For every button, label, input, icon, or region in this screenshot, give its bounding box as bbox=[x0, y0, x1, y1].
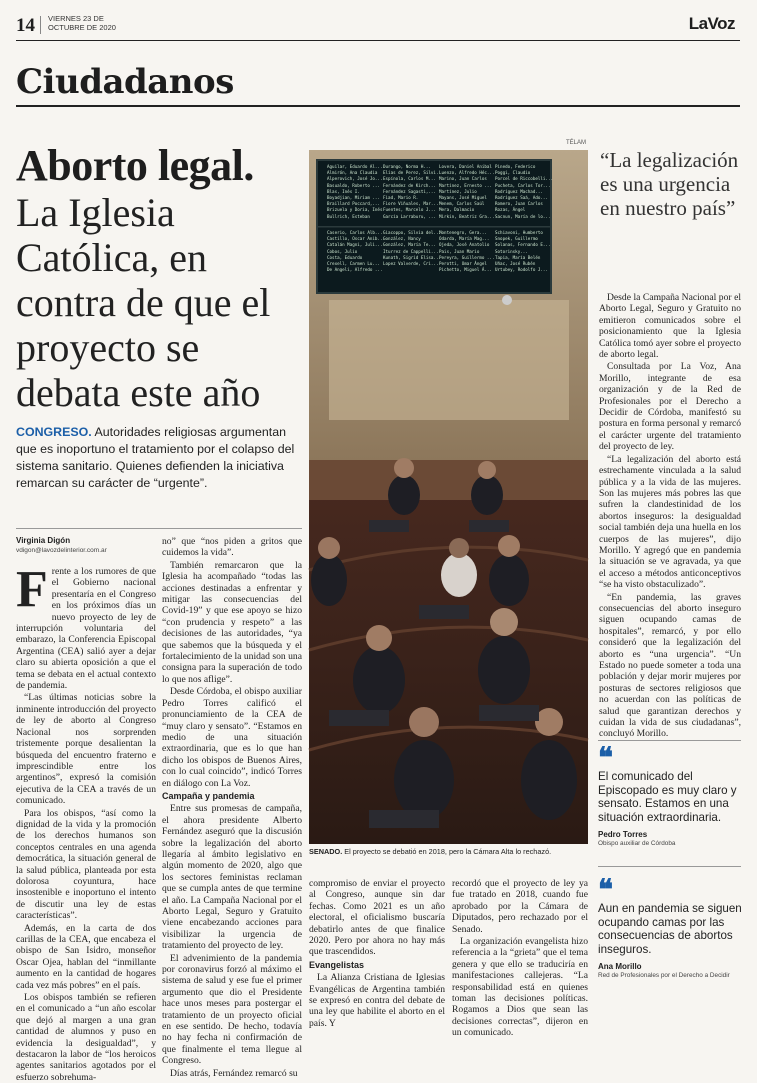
vote-board-name: Lovera, Daniel Anibal bbox=[439, 164, 492, 169]
pullquote-torres bbox=[598, 741, 743, 847]
newspaper-logo[interactable]: LaVoz bbox=[688, 14, 735, 33]
pullquote-author: Pedro Torres bbox=[598, 830, 648, 839]
body-paragraph: El advenimiento de la pandemia por coronavirus forzó al máximo el sistema de salud y ese fue el primer argumento que dio el Presidente hace unos meses para postergar el tratamiento de un proyecto oficial en ese sentido. De hecho, todavía no hay fecha ni confirmación de que finalmente el tema llegue al Congreso. bbox=[162, 952, 302, 1067]
header-rule bbox=[16, 40, 740, 41]
body-paragraph: Para los obispos, “así como la dignidad de la vida y la promoción de los derechos humanos son conceptos centrales en una agenda democrática, la situación general de la salud pública, planteada por esta dolorosa coyuntura, hace insostenible e inoportuno el intento de discutir una ley de estas características”. bbox=[16, 807, 156, 922]
vote-board-name: Sotorinsky... bbox=[495, 248, 528, 254]
issue-month-year: OCTUBRE DE 2020 bbox=[48, 23, 116, 32]
vote-board-row bbox=[327, 214, 551, 220]
vote-board-name: García Larraburu, ... bbox=[383, 213, 436, 219]
body-paragraph: “Las últimas noticias sobre la inminente introducción del proyecto de ley de aborto al Congreso Nacional nos sorprenden tristemente porque desalientan la búsqueda del encuentro fraterno e imprescindible entre los argentinos”, expresó la comisión ejecutiva de la CEA a través de un comunicado. bbox=[16, 692, 156, 807]
issue-day: VIERNES 23 DE bbox=[48, 14, 104, 23]
vote-board-name: Schiavoni, Humberto bbox=[495, 230, 543, 235]
vote-board-name: Elías de Perez, Silvi... bbox=[383, 170, 444, 176]
vote-board-name: Boyadjian, Miriam ... bbox=[327, 195, 380, 201]
vote-board-bottom bbox=[327, 230, 551, 286]
vote-board-name: Caserio, Carlos Alb... bbox=[327, 230, 383, 235]
article-column-4 bbox=[452, 878, 588, 1039]
vote-board-name: De Angeli, Alfredo ... bbox=[327, 267, 383, 273]
quote-mark-icon: ❝ bbox=[598, 741, 614, 774]
vote-board-name: Mera, Dalmacio bbox=[439, 207, 475, 213]
pullquote-morillo bbox=[598, 873, 743, 979]
pullquote-author: Ana Morillo bbox=[598, 962, 642, 971]
vote-board-name: Almirón, Ana Claudia bbox=[327, 170, 378, 176]
caption-text: El proyecto se debatió en 2018, pero la Cámara Alta lo rechazó. bbox=[344, 847, 552, 856]
article-column-right bbox=[599, 292, 741, 740]
body-paragraph: compromiso de enviar el proyecto al Congreso, aunque sin dar fechas. Como 2021 es un año electoral, el oficialismo buscaría debatirlo antes de que finalice 2020. Pero por ahora no hay más que trascendidos. bbox=[309, 878, 445, 958]
vote-board-name: González, María Te... bbox=[383, 242, 436, 248]
article-column-2 bbox=[162, 536, 302, 1079]
vote-board-name: Kunath, Sigrid Elisa... bbox=[383, 254, 441, 260]
body-paragraph: Los obispos también se refieren en el comunicado a “un año escolar que dejó al margen a una gran cantidad de alumnos y puso en evidencia la desigualdad”, y destacaron la labor de “los heroicos agentes sanitarios agotados por el esfuerzo sobrehuma- bbox=[16, 992, 156, 1083]
vote-board-name: Martínez, Julio bbox=[439, 188, 477, 194]
vote-board-name: Porcel de Riccobelli... bbox=[495, 176, 553, 182]
section-rule bbox=[16, 105, 740, 107]
vote-board-name: Perotti, Omar Ángel bbox=[439, 261, 487, 267]
vote-board-name: Costa, Eduardo bbox=[327, 254, 363, 260]
vote-board-name: Menem, Carlos Saúl bbox=[439, 201, 485, 207]
author-name: Virginia Digón bbox=[16, 536, 71, 545]
body-paragraph: no” que “nos piden a gritos que cuidemos la vida”. bbox=[162, 536, 302, 559]
vote-board-name: Montenegro, Gera... bbox=[439, 230, 487, 235]
vote-board-name: Romero, Juan Carlos bbox=[495, 201, 543, 207]
vote-board-name: Rodríguez Saá, Ado... bbox=[495, 195, 548, 201]
byline-rule bbox=[16, 528, 302, 529]
vote-board-name: Fiore Viñuales, Mar... bbox=[383, 201, 439, 207]
lead-kicker: CONGRESO. bbox=[16, 425, 92, 439]
vote-board-name: Crexell, Carmen Lu... bbox=[327, 261, 380, 267]
vote-board-name: Espínola, Carlos M... bbox=[383, 176, 436, 182]
vote-board-name: González, Nancy bbox=[383, 236, 421, 242]
vote-board-name: Fernández Sagasti,... bbox=[383, 188, 436, 194]
vote-board-name: Aguilar, Eduardo Al... bbox=[327, 164, 383, 169]
caption-label: SENADO. bbox=[309, 847, 343, 856]
subhead-evangelistas: Evangelistas bbox=[309, 959, 365, 970]
vote-board-row bbox=[327, 267, 551, 273]
vote-board-name: Urtubey, Rodolfo J... bbox=[495, 267, 548, 273]
vote-board-name: Sacnun, María de lo... bbox=[495, 213, 551, 219]
vote-board-name: Snopek, Guillermo bbox=[495, 236, 538, 242]
body-paragraph: También remarcaron que la Iglesia ha acompañado “todas las acciones destinadas a enfrentar y mitigar las consecuencias del Covid-19” y que ese apoyo se hizo “con prudencia y respeto” a las decisiones de las autoridades, “ya que sabemos que la búsqueda y el fortalecimiento de la unidad son una consigna para la superación de todo lo que nos aflige”. bbox=[162, 559, 302, 685]
pull-quote-main: “La legalización es una urgencia en nuestro país” bbox=[600, 148, 739, 220]
pullquote-rule bbox=[598, 866, 741, 867]
vote-board-name: Rozas, Ángel bbox=[495, 207, 526, 213]
body-paragraph: La organización evangelista hizo referencia a la “grieta” que el tema genera y que ello se traduciría en manifestaciones callejeras. “La responsabilidad está en quienes toman las decisiones políticas. Rogamos a Dios que sean las decisiones correctas”, dijeron en un comunicado. bbox=[452, 936, 588, 1039]
body-paragraph: “En pandemia, las graves consecuencias del aborto inseguro siguen ocupando camas de hospitales”, remarcó, y por ello consideró que la legalización del aborto es “una urgencia”. “Un Estado no puede someter a toda una población y dejar morir mujeres por posturas de sectores religiosos que no acuerdan con las políticas de salud que garantizan derechos y cuidan la vida de sus ciudadanas”, concluyó Morillo. bbox=[599, 591, 741, 740]
photo-credit: TÉLAM bbox=[565, 140, 586, 146]
vote-board-name: Solanas, Fernando E... bbox=[495, 242, 551, 248]
subhead-campana: Campaña y pandemia bbox=[162, 790, 255, 801]
headline-title: Aborto legal. bbox=[16, 141, 254, 190]
senate-photo bbox=[309, 150, 588, 844]
body-paragraph: “La legalización del aborto está estrechamente vinculada a la salud pública y a la vida de las mujeres. Son las mujeres más pobres las que sufren la clandestinidad de los abortos inseguros: la desigualdad social también deja una huella en los cuerpos de las mujeres”, dijo Morillo. Y agregó que en pandemia la situación se ve agravada, ya que el acceso a métodos anticonceptivos “se ha visto obstaculizado”. bbox=[599, 453, 741, 591]
body-paragraph: Consultada por La Voz, Ana Morillo, integrante de esa organización y de la Red de Profesionales por el Derecho a Decidir de Córdoba, manifestó su postura en forma personal y remarcó el carácter urgente del tratamiento del proyecto de ley. bbox=[599, 361, 741, 453]
vote-board-name bbox=[383, 267, 439, 273]
vote-board-name: Mayans, José Miguel bbox=[439, 195, 487, 201]
vote-board-name: Alperovich, José Jo... bbox=[327, 176, 383, 182]
pullquote-role: Obispo auxiliar de Córdoba bbox=[598, 840, 676, 847]
vote-board-name: Iturrez de Cappelli... bbox=[383, 248, 439, 254]
vote-board-name: Bullrich, Esteban bbox=[327, 213, 370, 219]
vote-board-name: Fuentes, Marcelo J... bbox=[383, 207, 436, 213]
vote-board-name: Durango, Norma H... bbox=[383, 164, 431, 169]
vote-board-name: Tapia, María Belén bbox=[495, 254, 541, 260]
section-title: Ciudadanos bbox=[16, 62, 234, 102]
vote-board-name: Cobos, Julio bbox=[327, 248, 358, 254]
vote-board-name: Fernández de Kirch... bbox=[383, 182, 436, 188]
author-email[interactable]: vdigon@lavozdelinterior.com.ar bbox=[16, 547, 107, 554]
drop-cap: F bbox=[16, 561, 48, 618]
vote-board-name: Pais, Juan Mario bbox=[439, 248, 480, 254]
body-paragraph: rente a los rumores de que el Gobierno nacional presentaría en el Congreso en los próximos días un nuevo proyecto de ley de interrupción voluntaria del embarazo, la Conferencia Episcopal Argentina (CEA) salió ayer a dejar claro su abierta oposición a que el tema se debata en el actual contexto de pandemia. bbox=[16, 566, 156, 692]
vote-board-name: Brizuela y Doria, Inés bbox=[327, 207, 383, 213]
body-paragraph: Desde Córdoba, el obispo auxiliar Pedro Torres calificó el pronunciamiento de la CEA de “muy claro y sensato”. “Estamos en medio de una situación extraordinaria, que es lo que han dicho los obispos de Buenos Aires, con lo cual coincido”, indicó Torres en diálogo con La Voz. bbox=[162, 686, 302, 789]
vote-board-name: Lopez Valverde, Cri... bbox=[383, 261, 439, 267]
body-paragraph: Entre sus promesas de campaña, el ahora presidente Alberto Fernández aseguró que la discusión sobre la legalización del aborto llegaría al ámbito legislativo en algún momento de 2020, algo que los sectores feministas reclaman que se cumpla antes de que termine el año. La Campaña Nacional por el Aborto Legal, Seguro y Gratuito viene encabezando acciones para visibilizar la urgencia de tratamiento del proyecto de ley. bbox=[162, 803, 302, 952]
vote-board-name: Ojeda, José Anatolio bbox=[439, 242, 490, 248]
lead-paragraph bbox=[16, 424, 302, 492]
vote-board-name: Uñac, José Rubén bbox=[495, 261, 536, 267]
photo-caption bbox=[309, 847, 588, 856]
body-paragraph: Días atrás, Fernández remarcó su bbox=[170, 1067, 298, 1079]
vote-board-name: Rodríguez Machad... bbox=[495, 188, 543, 194]
vote-board-name: Martínez, Ernesto ... bbox=[439, 182, 492, 188]
pullquote-role: Red de Profesionales por el Derecho a Decidir bbox=[598, 972, 730, 979]
vote-board-name: Braillard Poccard,... bbox=[327, 201, 380, 207]
vote-board-name: Pucheta, Carlos Tor... bbox=[495, 182, 551, 188]
pullquote-text: El comunicado del Episcopado es muy claro y sensato. Estamos en una situación extraordinaria. bbox=[598, 770, 737, 824]
body-paragraph: La Alianza Cristiana de Iglesias Evangélicas de Argentina también se expresó en contra del debate de una ley que habilite el aborto en el país. Y bbox=[309, 972, 445, 1029]
vote-board-name: Poggi, Claudio bbox=[495, 170, 531, 176]
article-column-1 bbox=[16, 561, 156, 1083]
page-number: 14 bbox=[16, 15, 35, 36]
vote-board-name: Giacoppo, Silvia del... bbox=[383, 230, 441, 235]
vote-board-name: Blas, Inés I. bbox=[327, 188, 360, 194]
vote-board-name: Odarda, María Mag... bbox=[439, 236, 490, 242]
vote-board-name: Basualdo, Roberto ... bbox=[327, 182, 380, 188]
issue-date bbox=[48, 14, 116, 32]
vote-board-name: Mirkin, Beatriz Gra... bbox=[439, 213, 495, 219]
body-paragraph: recordó que el proyecto de ley ya fue tratado en 2018, cuando fue aprobado por la Cámara de Diputados, pero rechazado por el Senado. bbox=[452, 878, 588, 935]
vote-board-name: Pinedo, Federico bbox=[495, 164, 536, 169]
pullquote-text: Aun en pandemia se siguen ocupando camas por las consecuencias de abortos inseguros. bbox=[598, 902, 742, 956]
quote-mark-icon: ❝ bbox=[598, 873, 614, 906]
vote-board-name: Marino, Juan Carlos bbox=[439, 176, 487, 182]
header-divider bbox=[40, 16, 41, 34]
vote-board-top bbox=[327, 164, 551, 224]
lead-text: Autoridades religiosas argumentan que es inoportuno el tratamiento por el colapso del sistema sanitario. Quienes defienden la iniciativa remarcan su carácter de “urgente”. bbox=[16, 425, 295, 490]
article-column-3 bbox=[309, 878, 445, 1029]
vote-board-name: Pereyra, Guillermo ... bbox=[439, 254, 495, 260]
vote-board-name: Luenzo, Alfredo Héc... bbox=[439, 170, 495, 176]
vote-board-name: Catalán Magni, Juli... bbox=[327, 242, 383, 248]
pullquote-rule bbox=[598, 740, 741, 741]
vote-board-name: Castillo, Oscar Anib... bbox=[327, 236, 385, 242]
body-paragraph: Además, en la carta de dos carillas de la CEA, que encabeza el obispo de San Isidro, monseñor Oscar Ojea, hablan del “inmillante aumento en la cantidad de hogares cada vez más pobres” en el país. bbox=[16, 922, 156, 991]
vote-board-name: Pichetto, Miguel Á... bbox=[439, 267, 492, 273]
body-paragraph: Desde la Campaña Nacional por el Aborto Legal, Seguro y Gratuito no emitieron comunicados sobre el posicionamiento que la Iglesia Católica tomó ayer sobre el proyecto de aborto legal. bbox=[599, 292, 741, 361]
vote-board-name: Fiad, Mario R. bbox=[383, 195, 419, 201]
headline-subtitle: La Iglesia Católica, en contra de que el proyecto se debata este año bbox=[16, 190, 271, 415]
